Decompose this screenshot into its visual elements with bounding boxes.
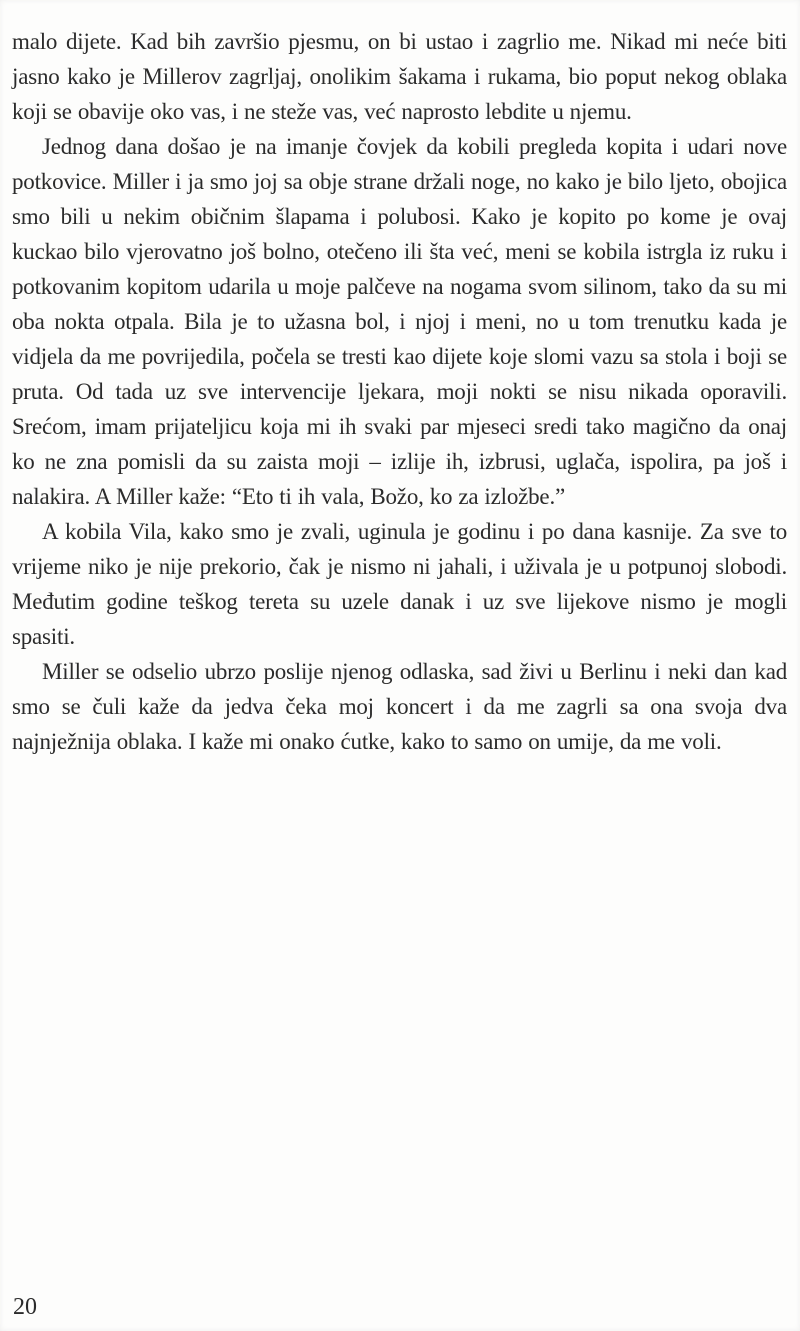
paragraph: Miller se odselio ubrzo poslije njenog odlaska, sad živi u Berlinu i neki dan kad smo se čuli kaže da jedva čeka moj koncert i da me zagrli sa ona svoja dva najnježnija oblaka. I kaže mi onako ćutke, kako to samo on umije, da me voli. (12, 659, 787, 754)
text-block (12, 24, 787, 759)
paragraph: Jednog dana došao je na imanje čovjek da kobili pregleda kopita i udari nove potkovice. Miller i ja smo joj sa obje strane držali noge, no kako je bilo ljeto, obojica smo bili u nekim običnim šlapama i polubosi. Kako je kopito po kome je ovaj kuckao bilo vjerovatno još bolno, otečeno ili šta već, meni se kobila istrgla iz ruku i potkovanim kopitom udarila u moje palčeve na nogama svom silinom, tako da su mi oba nokta otpala. Bila je to užasna bol, i njoj i meni, no u tom trenutku kada je vidjela da me povrijedila, počela se tresti kao dijete koje slomi vazu sa stola i boji se pruta. Od tada uz sve intervencije ljekara, moji nokti se nisu nikada oporavili. Srećom, imam prijateljicu koja mi ih svaki par mjeseci sredi tako magično da onaj ko ne zna pomisli da su zaista moji – izlije ih, izbrusi, uglača, ispolira, pa još i nalakira. A Miller kaže: “Eto ti ih vala, Božo, ko za izložbe.” (12, 134, 787, 509)
page-number: 20 (13, 1294, 37, 1320)
paragraph: malo dijete. Kad bih završio pjesmu, on bi ustao i zagrlio me. Nikad mi neće biti jasno kako je Millerov zagrljaj, onolikim šakama i rukama, bio poput nekog oblaka koji se obavije oko vas, i ne steže vas, već naprosto lebdite u njemu. (12, 29, 787, 124)
paragraph: A kobila Vila, kako smo je zvali, uginula je godinu i po dana kasnije. Za sve to vrijeme niko je nije prekorio, čak je nismo ni jahali, i uživala je u potpunoj slobodi. Međutim godine teškog tereta su uzele danak i uz sve lijekove nismo je mogli spasiti. (12, 519, 787, 649)
